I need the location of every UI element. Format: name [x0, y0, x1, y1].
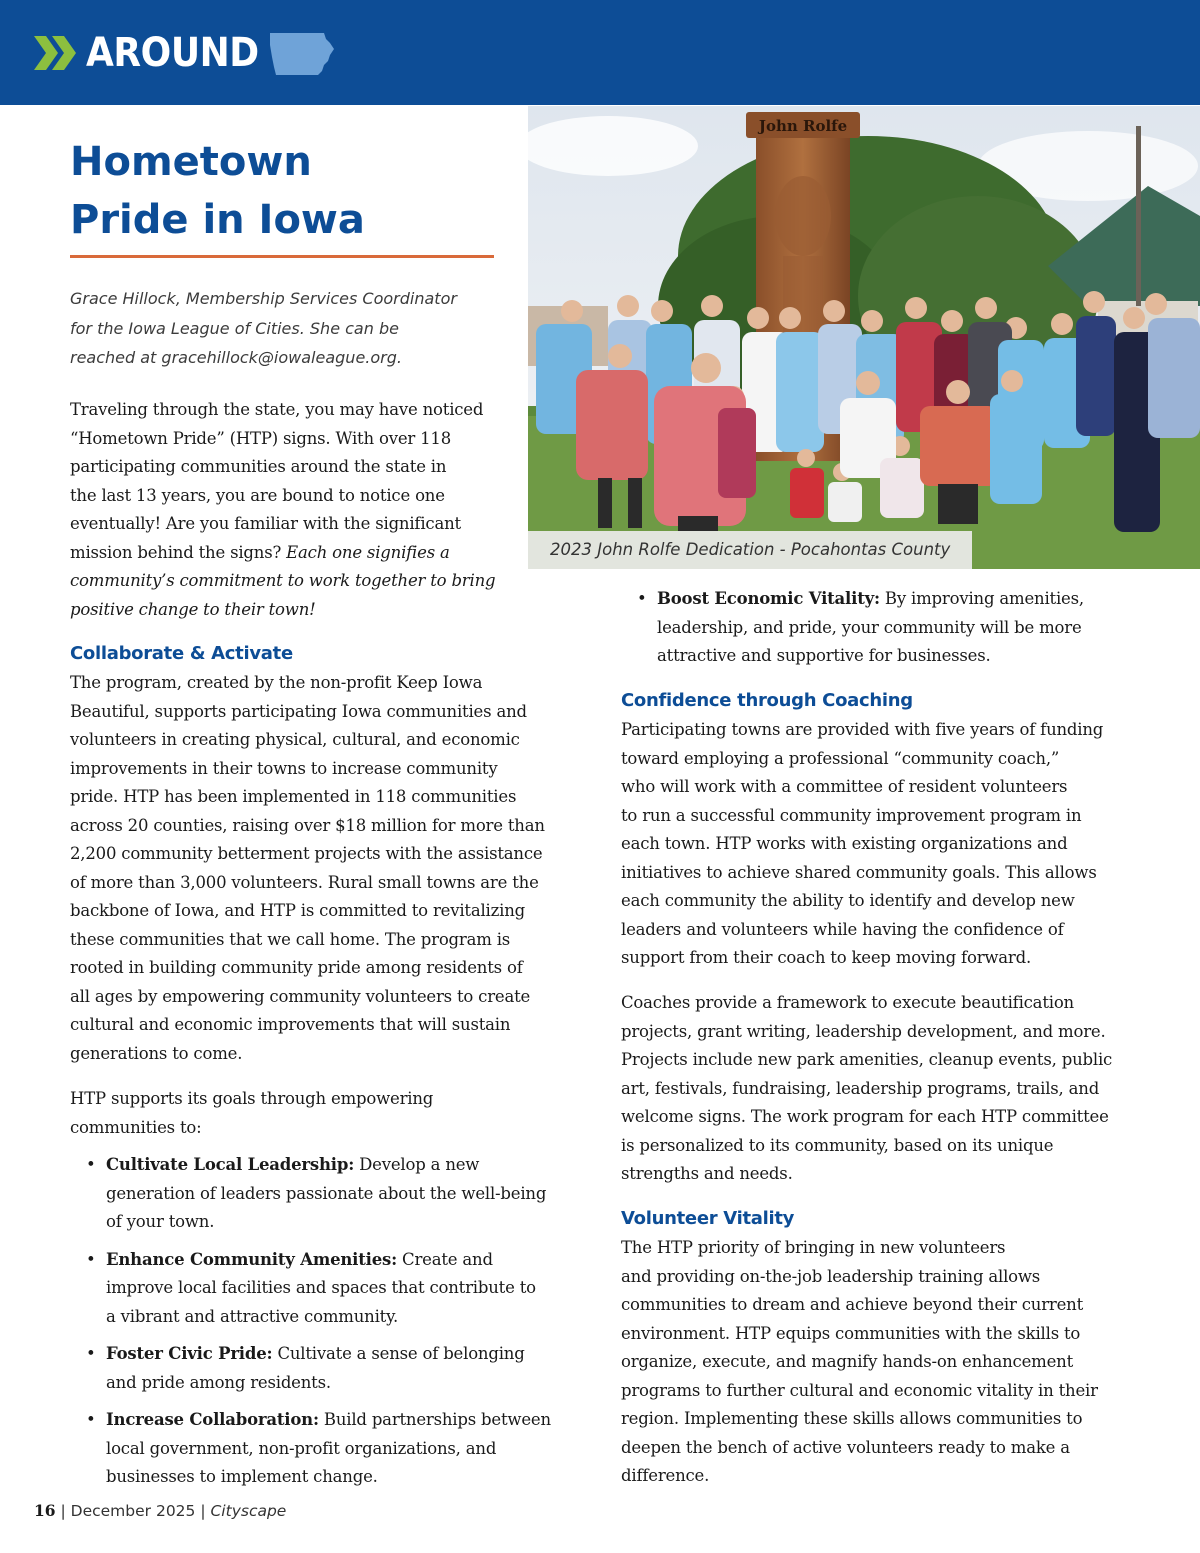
- list-item: [621, 585, 1136, 671]
- text-line: improvements in their towns to increase community: [70, 758, 498, 778]
- text-line: [70, 567, 565, 596]
- goals-list: [70, 1151, 565, 1492]
- text-line: environment. HTP equips communities with the skills to: [621, 1323, 1081, 1343]
- collaborate-paragraph: [70, 669, 565, 1068]
- iowa-state-outline-icon: [268, 31, 336, 77]
- coaches-paragraph: [621, 989, 1136, 1189]
- title-divider: [70, 255, 494, 258]
- text-line: Beautiful, supports participating Iowa communities and: [70, 701, 527, 721]
- byline-line: for the Iowa League of Cities. She can be: [70, 318, 399, 338]
- title-line-1: Hometown: [70, 139, 312, 185]
- text-line: and providing on-the-job leadership training allows: [621, 1266, 1041, 1286]
- bullet-label: Boost Economic Vitality:: [657, 589, 880, 608]
- text-line: participating communities around the state in: [70, 457, 447, 476]
- bullet-text: a vibrant and attractive community.: [106, 1306, 399, 1326]
- bullet-label: Increase Collaboration:: [106, 1410, 319, 1429]
- text-line: The HTP priority of bringing in new volunteers: [621, 1238, 1006, 1257]
- page-number: 16: [34, 1501, 56, 1520]
- bullet-text: improve local facilities and spaces that contribute to: [106, 1278, 536, 1297]
- section-label: AROUND: [86, 30, 259, 76]
- italic-fragment: community’s commitment to work together to bring: [70, 571, 496, 590]
- italic-fragment: positive change to their town!: [70, 599, 316, 619]
- bullet-label: Enhance Community Amenities:: [106, 1249, 398, 1269]
- bullet-text: and pride among residents.: [106, 1372, 331, 1392]
- bullet-text: Develop a new: [354, 1155, 480, 1174]
- bullet-text: leadership, and pride, your community will be more: [657, 617, 1082, 637]
- text-line: Projects include new park amenities, cleanup events, public: [621, 1050, 1113, 1069]
- author-byline: [70, 284, 510, 373]
- bullet-icon: •: [86, 1155, 96, 1174]
- bullet-text: Create and: [397, 1249, 493, 1269]
- text-line: all ages by empowering community volunteers to create: [70, 986, 531, 1006]
- text-line: generations to come.: [70, 1043, 243, 1063]
- text-line: Traveling through the state, you may have noticed: [70, 400, 484, 419]
- bullet-text: attractive and supportive for businesses.: [657, 646, 991, 665]
- text-line: rooted in building community pride among residents of: [70, 958, 523, 977]
- bullet-text: By improving amenities,: [879, 589, 1084, 608]
- text-line: difference.: [621, 1466, 710, 1485]
- text-line: each town. HTP works with existing organizations and: [621, 834, 1068, 853]
- text-line: cultural and economic improvements that will sustain: [70, 1015, 511, 1034]
- goals-paragraph: [70, 1085, 565, 1142]
- list-item: [70, 1151, 565, 1237]
- bullet-label: Cultivate Local Leadership:: [106, 1155, 355, 1174]
- subhead-volunteer: Volunteer Vitality: [621, 1208, 795, 1229]
- issue-date: December 2025: [70, 1502, 196, 1520]
- double-chevron-right-icon: [34, 36, 78, 70]
- text-line: backbone of Iowa, and HTP is committed to revitalizing: [70, 901, 525, 920]
- dedication-photo: [528, 106, 1200, 569]
- text-line: “Hometown Pride” (HTP) signs. With over 118: [70, 428, 452, 448]
- bullet-icon: •: [637, 589, 647, 608]
- byline-line: Grace Hillock, Membership Services Coordinator: [70, 289, 457, 308]
- text-line: Participating towns are provided with five years of funding: [621, 720, 1104, 739]
- list-item: [70, 1246, 565, 1332]
- bullet-text: local government, non-profit organizations, and: [106, 1438, 497, 1458]
- text-line: organize, execute, and magnify hands-on enhancement: [621, 1352, 1074, 1371]
- text-line: pride. HTP has been implemented in 118 communities: [70, 787, 517, 806]
- bullet-text: Build partnerships between: [318, 1410, 551, 1429]
- subhead-coaching: Confidence through Coaching: [621, 690, 913, 711]
- section-banner: [0, 0, 1200, 105]
- text-line: Coaches provide a framework to execute beautification: [621, 993, 1074, 1012]
- text-line: leaders and volunteers while having the confidence of: [621, 919, 1064, 939]
- text-line: deepen the bench of active volunteers ready to make a: [621, 1437, 1070, 1457]
- bullet-label: Foster Civic Pride:: [106, 1344, 273, 1363]
- text-line: strengths and needs.: [621, 1164, 793, 1183]
- text-line: who will work with a committee of resident volunteers: [621, 777, 1068, 796]
- text-line: The program, created by the non-profit Keep Iowa: [70, 673, 483, 692]
- text-line: these communities that we call home. The program is: [70, 929, 511, 949]
- text-fragment: mission behind the signs?: [70, 542, 287, 562]
- photo-caption: 2023 John Rolfe Dedication - Pocahontas County: [528, 531, 972, 569]
- text-line: the last 13 years, you are bound to notice one: [70, 485, 445, 505]
- text-line: [70, 596, 565, 625]
- italic-fragment: Each one signifies a: [286, 542, 450, 562]
- sign-text: John Rolfe: [758, 117, 848, 135]
- text-line: welcome signs. The work program for each HTP committee: [621, 1107, 1109, 1126]
- text-line: projects, grant writing, leadership development, and more.: [621, 1021, 1106, 1041]
- intro-paragraph: [70, 396, 565, 624]
- bullet-text: Cultivate a sense of belonging: [272, 1344, 525, 1363]
- volunteer-paragraph: [621, 1234, 1136, 1491]
- goals-list-continued: [621, 585, 1136, 671]
- text-line: programs to further cultural and economic vitality in their: [621, 1380, 1098, 1400]
- list-item: [70, 1406, 565, 1492]
- text-line: toward employing a professional “community coach,”: [621, 748, 1060, 768]
- text-line: region. Implementing these skills allows communities to: [621, 1409, 1083, 1428]
- text-line: 2,200 community betterment projects with the assistance: [70, 844, 543, 863]
- text-line: volunteers in creating physical, cultural, and economic: [70, 730, 520, 749]
- bullet-text: of your town.: [106, 1212, 215, 1231]
- page-footer: [34, 1498, 286, 1524]
- article-title: [70, 133, 510, 249]
- bullet-icon: •: [86, 1410, 96, 1429]
- text-line: initiatives to achieve shared community goals. This allows: [621, 862, 1097, 882]
- text-line: is personalized to its community, based on its unique: [621, 1135, 1054, 1155]
- text-line: HTP supports its goals through empowering: [70, 1089, 434, 1108]
- bullet-icon: •: [86, 1249, 96, 1269]
- bullet-icon: •: [86, 1344, 96, 1363]
- title-line-2: Pride in Iowa: [70, 197, 365, 243]
- text-line: to run a successful community improvement program in: [621, 805, 1082, 825]
- text-line: art, festivals, fundraising, leadership programs, trails, and: [621, 1078, 1100, 1098]
- text-line: [70, 539, 565, 568]
- subhead-collaborate: Collaborate & Activate: [70, 643, 293, 664]
- byline-line: reached at gracehillock@iowaleague.org.: [70, 348, 402, 367]
- text-line: communities to:: [70, 1117, 202, 1137]
- list-item: [70, 1340, 565, 1397]
- footer-separator: |: [55, 1502, 71, 1520]
- bullet-text: generation of leaders passionate about the well-being: [106, 1183, 547, 1203]
- text-line: eventually! Are you familiar with the significant: [70, 514, 461, 533]
- text-line: of more than 3,000 volunteers. Rural small towns are the: [70, 872, 539, 892]
- publication-name: Cityscape: [210, 1502, 287, 1520]
- text-line: communities to dream and achieve beyond their current: [621, 1295, 1083, 1314]
- bullet-text: businesses to implement change.: [106, 1467, 378, 1486]
- coaching-paragraph: [621, 716, 1136, 973]
- text-line: support from their coach to keep moving forward.: [621, 948, 1032, 967]
- footer-separator: |: [195, 1502, 211, 1520]
- text-line: across 20 counties, raising over $18 million for more than: [70, 815, 545, 835]
- text-line: each community the ability to identify and develop new: [621, 891, 1075, 910]
